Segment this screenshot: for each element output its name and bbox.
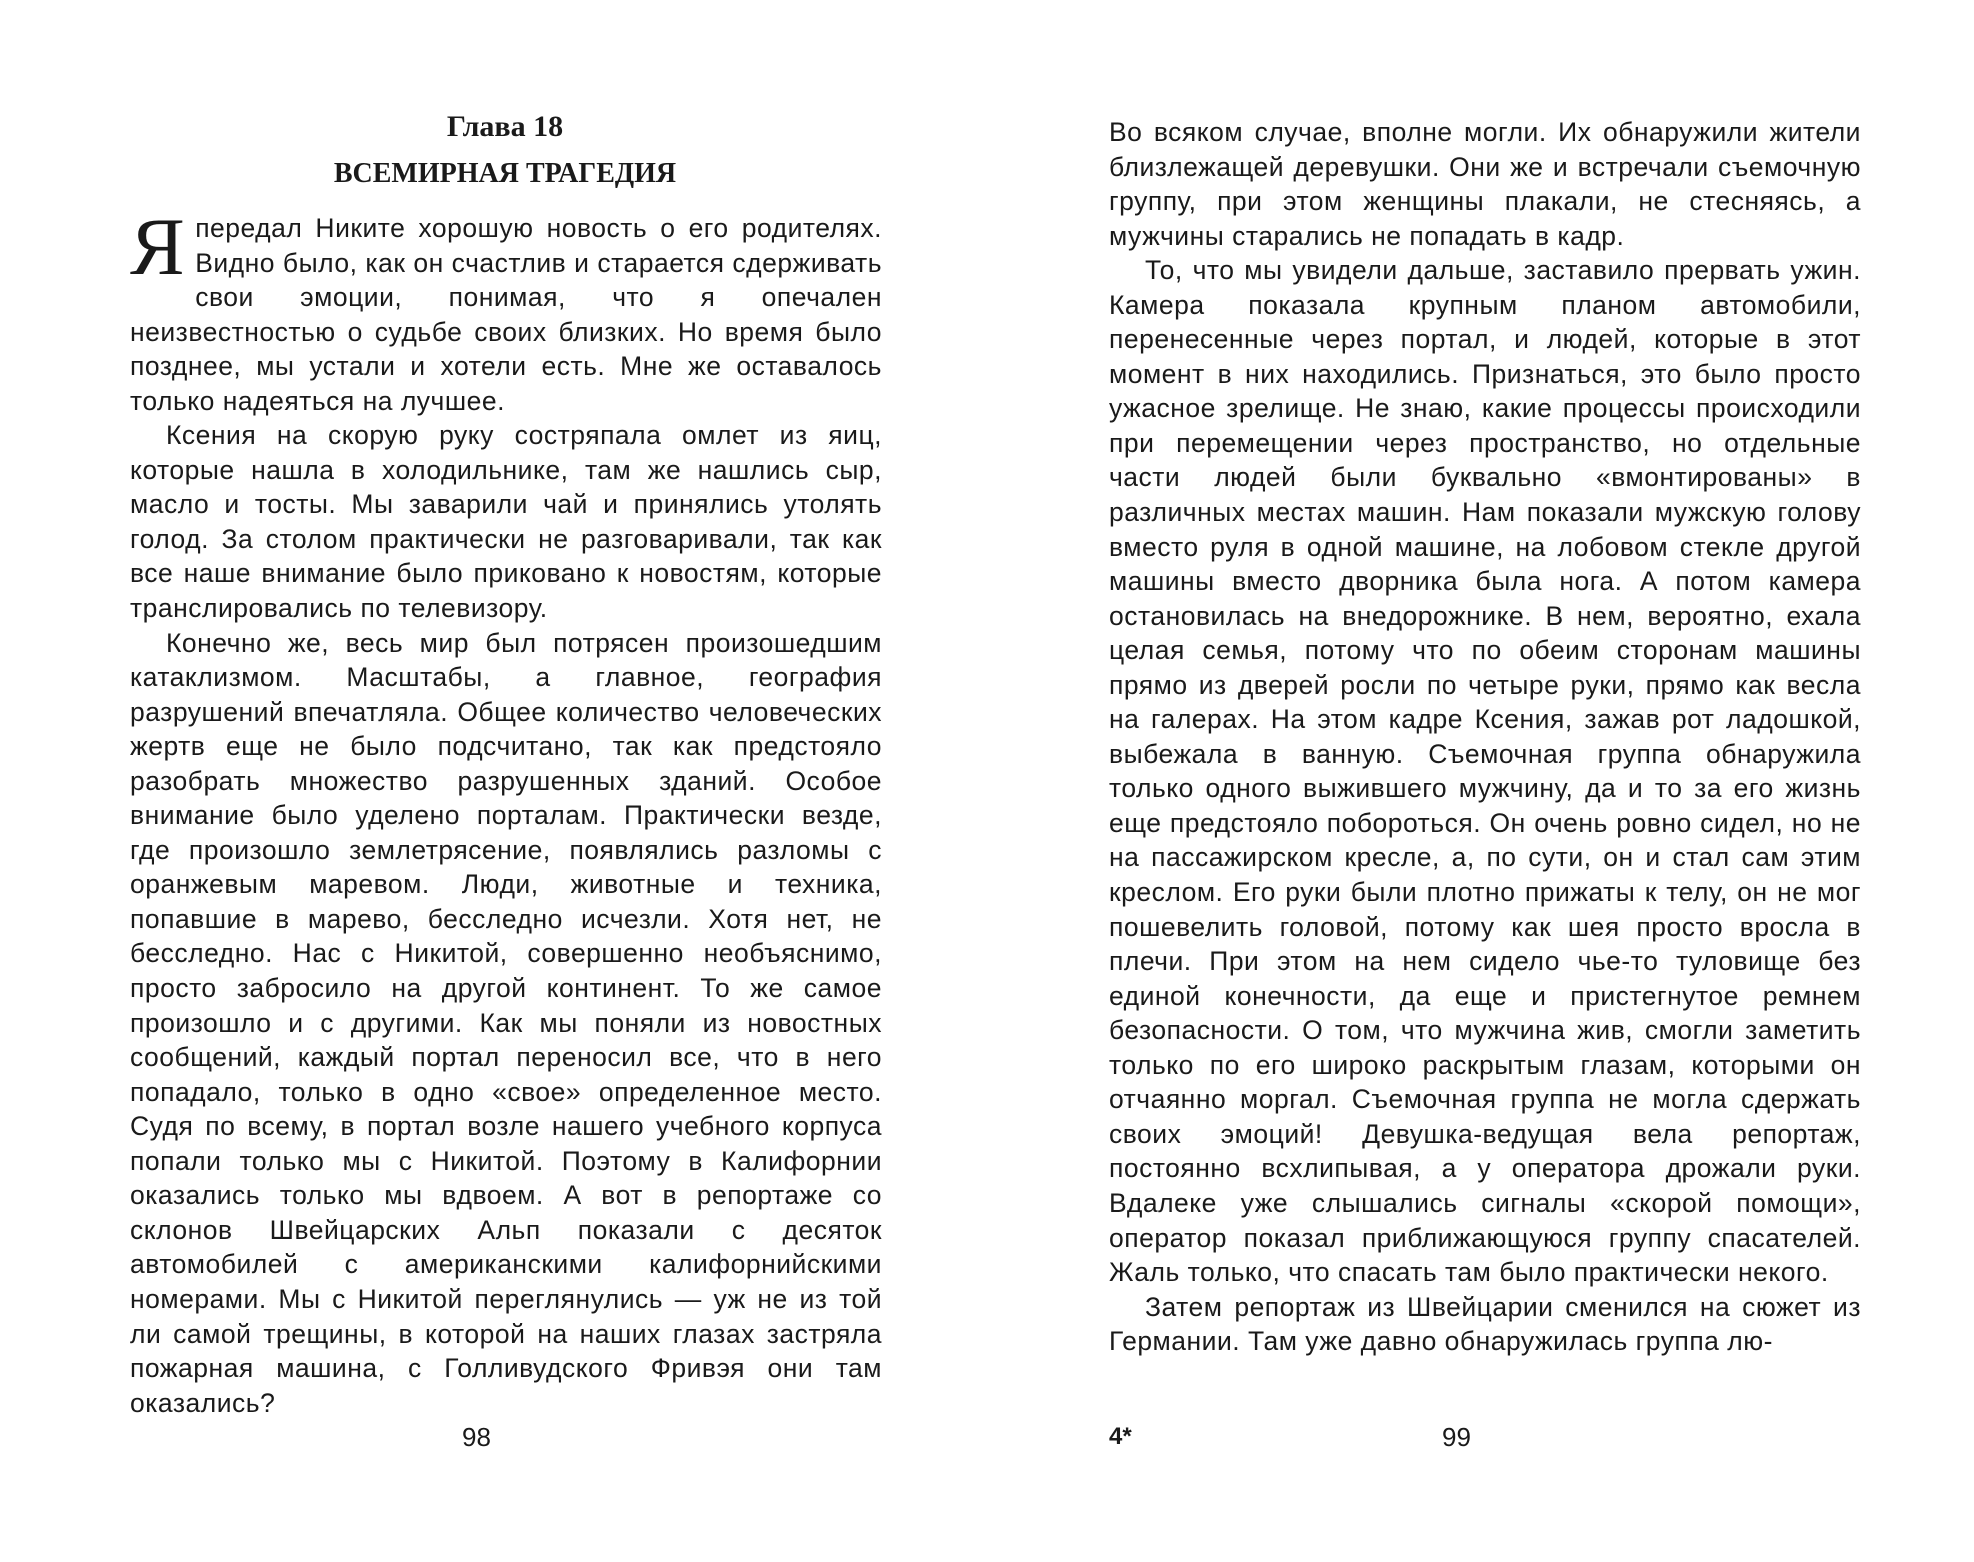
paragraph-text: передал Никите хорошую новость о его родителях. Видно было, как он счастлив и старается сдерживать свои эмоции, понимая, что я опечален неизвестностью о судьбе своих близких. Но время было позднее, мы устали и хотели есть. Мне же оставалось только надеяться на лучшее. — [130, 213, 882, 416]
chapter-title: ВСЕМИРНАЯ ТРАГЕДИЯ — [333, 158, 677, 189]
paragraph: Во всяком случае, вполне могли. Их обнаружили жители близлежащей деревушки. Они же и встречали съемочную группу, при этом женщины плакали, не стесняясь, а мужчины старались не попадать в кадр. — [1109, 117, 1861, 251]
paragraph — [130, 201, 882, 418]
right-page — [987, 0, 1974, 1562]
left-page-body — [130, 201, 882, 1420]
chapter-number: Глава 18 — [446, 110, 564, 143]
right-page-body — [1109, 115, 1861, 1359]
page-number: 99 — [1442, 1422, 1471, 1452]
paragraph: Ксения на скорую руку состряпала омлет из яиц, которые нашла в холодильнике, там же нашлись сыр, масло и тосты. Мы заварили чай и принялись утолять голод. За столом практически не разговаривали, так как все наше внимание было приковано к новостям, которые транслировались по телевизору. — [130, 420, 882, 624]
drop-cap: Я — [130, 201, 186, 292]
paragraph: Затем репортаж из Швейцарии сменился на сюжет из Германии. Там уже давно обнаружилась группа лю- — [1109, 1291, 1861, 1357]
signature-mark: 4* — [1109, 1423, 1132, 1450]
page-number: 98 — [462, 1422, 491, 1452]
paragraph: То, что мы увидели дальше, заставило прервать ужин. Камера показала крупным планом автомобили, перенесенные через портал, и людей, которые в этот момент в них находились. Признаться, это было просто ужасное зрелище. Не знаю, какие процессы происходили при перемещении через пространство, но отдельные части людей были буквально «вмонтированы» в различных местах машин. Нам показали мужскую голову вместо руля в одной машине, на лобовом стекле другой машины вместо дворника была нога. А потом камера остановилась на внедорожнике. В нем, вероятно, ехала целая семья, потому что по обеим сторонам машины прямо из дверей росли по четыре руки, прямо как весла на галерах. На этом кадре Ксения, зажав рот ладошкой, выбежала в ванную. Съемочная группа обнаружила только одного выжившего мужчину, да и то за его жизнь еще предстояло побороться. Он очень ровно сидел, но не на пассажирском кресле, а, по сути, он и стал сам этим креслом. Его руки были плотно прижаты к телу, он не мог пошевелить головой, потому как шея просто вросла в плечи. При этом на нем сидело чье-то туловище без единой конечности, да еще и пристегнутое ремнем безопасности. О том, что мужчина жив, смогли заметить только по его широко раскрытым глазам, которыми он отчаянно моргал. Съемочная группа не могла сдержать своих эмоций! Девушка-ведущая вела репортаж, постоянно всхлипывая, а у оператора дрожали руки. Вдалеке уже слышались сигналы «скорой помощи», оператор показал приближающуюся группу спасателей. Жаль только, что спасать там было практически некого. — [1109, 255, 1861, 1288]
paragraph: Конечно же, весь мир был потрясен произошедшим катаклизмом. Масштабы, а главное, география разрушений впечатляла. Общее количество человеческих жертв еще не было подсчитано, так как предстояло разобрать множество разрушенных зданий. Особое внимание было уделено порталам. Практически везде, где произошло землетрясение, появлялись разломы с оранжевым маревом. Люди, животные и техника, попавшие в марево, бесследно исчезли. Хотя нет, не бесследно. Нас с Никитой, совершенно необъяснимо, просто забросило на другой континент. То же самое произошло и с другими. Как мы поняли из новостных сообщений, каждый портал переносил все, что в него попадало, только в одно «свое» определенное место. Судя по всему, в портал возле нашего учебного корпуса попали только мы с Никитой. Поэтому в Калифорнии оказались только мы вдвоем. А вот в репортаже со склонов Швейцарских Альп показали с десяток автомобилей с американскими калифорнийскими номерами. Мы с Никитой переглянулись — уж не из той ли самой трещины, в которой на наших глазах застряла пожарная машина, с Голливудского Фривэя они там оказались? — [130, 627, 882, 1418]
